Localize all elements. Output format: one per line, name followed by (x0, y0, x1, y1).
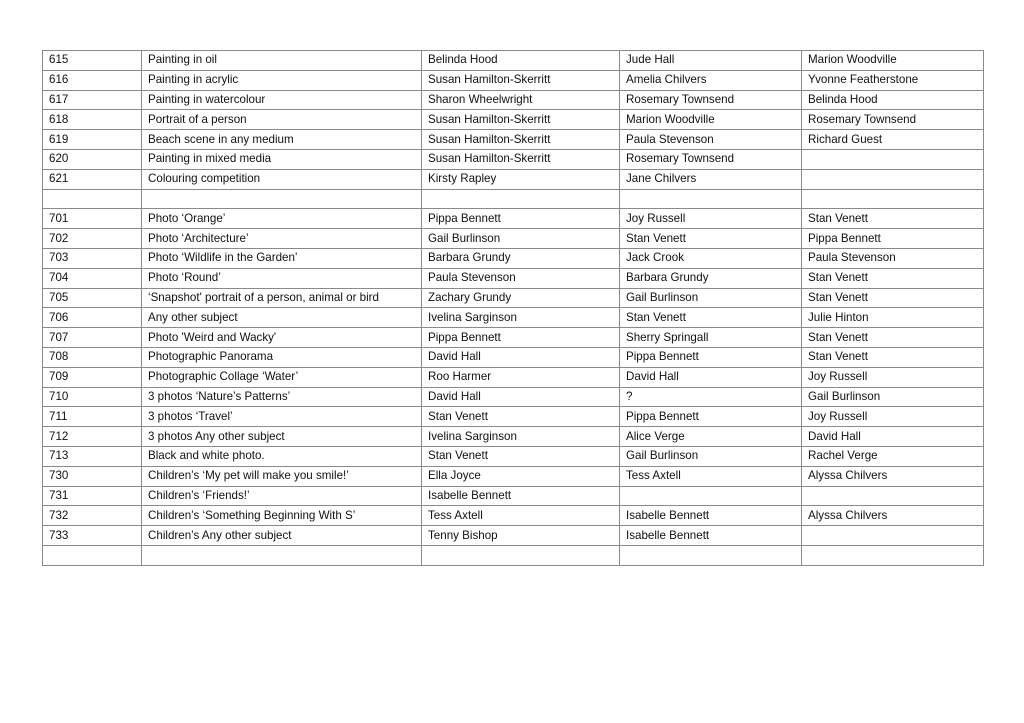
first-place-cell: Tess Axtell (422, 506, 620, 526)
class-title-cell: Colouring competition (142, 169, 422, 189)
class-title-cell: Any other subject (142, 308, 422, 328)
first-place-cell: Ivelina Sarginson (422, 427, 620, 447)
class-number-cell: 704 (43, 268, 142, 288)
class-number-cell: 618 (43, 110, 142, 130)
second-place-cell: Gail Burlinson (620, 446, 802, 466)
third-place-cell: Rosemary Townsend (802, 110, 984, 130)
results-table-body (43, 51, 984, 566)
class-number-cell: 732 (43, 506, 142, 526)
second-place-cell: Jane Chilvers (620, 169, 802, 189)
table-row (43, 545, 984, 565)
class-number-cell: 702 (43, 229, 142, 249)
table-row (43, 90, 984, 110)
class-title-cell: 3 photos ‘Travel’ (142, 407, 422, 427)
third-place-cell: Stan Venett (802, 347, 984, 367)
first-place-cell: Susan Hamilton-Skerritt (422, 70, 620, 90)
class-number-cell: 710 (43, 387, 142, 407)
third-place-cell: Stan Venett (802, 268, 984, 288)
class-title-cell (142, 545, 422, 565)
third-place-cell: Stan Venett (802, 328, 984, 348)
class-title-cell: Photographic Panorama (142, 347, 422, 367)
third-place-cell: Yvonne Featherstone (802, 70, 984, 90)
second-place-cell: Alice Verge (620, 427, 802, 447)
third-place-cell: Marion Woodville (802, 51, 984, 71)
table-row (43, 268, 984, 288)
class-number-cell: 703 (43, 248, 142, 268)
third-place-cell (802, 169, 984, 189)
first-place-cell: Barbara Grundy (422, 248, 620, 268)
class-number-cell: 708 (43, 347, 142, 367)
third-place-cell: Richard Guest (802, 130, 984, 150)
third-place-cell: Julie Hinton (802, 308, 984, 328)
first-place-cell (422, 189, 620, 209)
class-number-cell: 707 (43, 328, 142, 348)
class-title-cell: Children’s ‘Friends!’ (142, 486, 422, 506)
results-table (42, 50, 984, 566)
class-title-cell: Photo ‘Architecture’ (142, 229, 422, 249)
class-title-cell: 3 photos Any other subject (142, 427, 422, 447)
third-place-cell: Alyssa Chilvers (802, 466, 984, 486)
class-title-cell: Painting in watercolour (142, 90, 422, 110)
class-title-cell: Photo ‘Round’ (142, 268, 422, 288)
table-row (43, 308, 984, 328)
second-place-cell: Isabelle Bennett (620, 526, 802, 546)
first-place-cell: Paula Stevenson (422, 268, 620, 288)
class-number-cell: 731 (43, 486, 142, 506)
class-number-cell: 706 (43, 308, 142, 328)
third-place-cell: Belinda Hood (802, 90, 984, 110)
class-number-cell: 730 (43, 466, 142, 486)
second-place-cell: Gail Burlinson (620, 288, 802, 308)
class-title-cell: Photo ‘Orange’ (142, 209, 422, 229)
third-place-cell: Gail Burlinson (802, 387, 984, 407)
table-row (43, 446, 984, 466)
second-place-cell: Rosemary Townsend (620, 90, 802, 110)
table-row (43, 130, 984, 150)
first-place-cell: Tenny Bishop (422, 526, 620, 546)
second-place-cell (620, 486, 802, 506)
table-row (43, 149, 984, 169)
third-place-cell (802, 526, 984, 546)
third-place-cell: Rachel Verge (802, 446, 984, 466)
third-place-cell (802, 149, 984, 169)
first-place-cell: Stan Venett (422, 407, 620, 427)
table-row (43, 427, 984, 447)
third-place-cell (802, 486, 984, 506)
second-place-cell: Tess Axtell (620, 466, 802, 486)
table-row (43, 466, 984, 486)
second-place-cell: Paula Stevenson (620, 130, 802, 150)
table-row (43, 110, 984, 130)
first-place-cell: Belinda Hood (422, 51, 620, 71)
second-place-cell: Marion Woodville (620, 110, 802, 130)
second-place-cell (620, 189, 802, 209)
first-place-cell: Susan Hamilton-Skerritt (422, 130, 620, 150)
class-title-cell: Photographic Collage ‘Water’ (142, 367, 422, 387)
third-place-cell: Pippa Bennett (802, 229, 984, 249)
third-place-cell (802, 189, 984, 209)
first-place-cell: Ella Joyce (422, 466, 620, 486)
class-number-cell: 617 (43, 90, 142, 110)
class-title-cell: Beach scene in any medium (142, 130, 422, 150)
second-place-cell: Pippa Bennett (620, 347, 802, 367)
table-row (43, 328, 984, 348)
class-number-cell: 616 (43, 70, 142, 90)
table-row (43, 209, 984, 229)
table-row (43, 248, 984, 268)
class-title-cell: ‘Snapshot' portrait of a person, animal or bird (142, 288, 422, 308)
class-number-cell: 615 (43, 51, 142, 71)
class-number-cell (43, 545, 142, 565)
class-title-cell: 3 photos ‘Nature’s Patterns’ (142, 387, 422, 407)
first-place-cell: Pippa Bennett (422, 328, 620, 348)
class-number-cell: 621 (43, 169, 142, 189)
first-place-cell: Susan Hamilton-Skerritt (422, 149, 620, 169)
second-place-cell: Rosemary Townsend (620, 149, 802, 169)
table-row (43, 407, 984, 427)
second-place-cell: Jack Crook (620, 248, 802, 268)
second-place-cell: David Hall (620, 367, 802, 387)
first-place-cell: Sharon Wheelwright (422, 90, 620, 110)
second-place-cell: Sherry Springall (620, 328, 802, 348)
class-number-cell (43, 189, 142, 209)
first-place-cell: Ivelina Sarginson (422, 308, 620, 328)
third-place-cell: Joy Russell (802, 367, 984, 387)
class-title-cell: Painting in mixed media (142, 149, 422, 169)
table-row (43, 387, 984, 407)
class-title-cell (142, 189, 422, 209)
second-place-cell: Pippa Bennett (620, 407, 802, 427)
class-number-cell: 619 (43, 130, 142, 150)
second-place-cell: Joy Russell (620, 209, 802, 229)
class-title-cell: Children’s ‘My pet will make you smile!’ (142, 466, 422, 486)
second-place-cell: ? (620, 387, 802, 407)
table-row (43, 347, 984, 367)
first-place-cell: Kirsty Rapley (422, 169, 620, 189)
class-number-cell: 733 (43, 526, 142, 546)
class-number-cell: 701 (43, 209, 142, 229)
class-title-cell: Photo ‘Wildlife in the Garden’ (142, 248, 422, 268)
class-number-cell: 709 (43, 367, 142, 387)
first-place-cell: Isabelle Bennett (422, 486, 620, 506)
table-row (43, 288, 984, 308)
first-place-cell: David Hall (422, 347, 620, 367)
first-place-cell (422, 545, 620, 565)
class-title-cell: Children’s ‘Something Beginning With S’ (142, 506, 422, 526)
first-place-cell: Gail Burlinson (422, 229, 620, 249)
table-row (43, 526, 984, 546)
third-place-cell: Stan Venett (802, 209, 984, 229)
third-place-cell: Paula Stevenson (802, 248, 984, 268)
table-row (43, 367, 984, 387)
first-place-cell: Stan Venett (422, 446, 620, 466)
first-place-cell: Roo Harmer (422, 367, 620, 387)
third-place-cell: Alyssa Chilvers (802, 506, 984, 526)
third-place-cell: Joy Russell (802, 407, 984, 427)
class-title-cell: Portrait of a person (142, 110, 422, 130)
class-number-cell: 705 (43, 288, 142, 308)
second-place-cell: Barbara Grundy (620, 268, 802, 288)
table-row (43, 169, 984, 189)
first-place-cell: Zachary Grundy (422, 288, 620, 308)
table-row (43, 486, 984, 506)
table-row (43, 51, 984, 71)
second-place-cell: Jude Hall (620, 51, 802, 71)
third-place-cell: David Hall (802, 427, 984, 447)
class-number-cell: 713 (43, 446, 142, 466)
class-title-cell: Painting in acrylic (142, 70, 422, 90)
table-row (43, 70, 984, 90)
class-number-cell: 620 (43, 149, 142, 169)
second-place-cell: Stan Venett (620, 308, 802, 328)
table-row (43, 229, 984, 249)
class-title-cell: Painting in oil (142, 51, 422, 71)
second-place-cell: Amelia Chilvers (620, 70, 802, 90)
third-place-cell: Stan Venett (802, 288, 984, 308)
first-place-cell: David Hall (422, 387, 620, 407)
class-number-cell: 711 (43, 407, 142, 427)
third-place-cell (802, 545, 984, 565)
second-place-cell: Isabelle Bennett (620, 506, 802, 526)
second-place-cell: Stan Venett (620, 229, 802, 249)
second-place-cell (620, 545, 802, 565)
table-row (43, 189, 984, 209)
first-place-cell: Susan Hamilton-Skerritt (422, 110, 620, 130)
class-number-cell: 712 (43, 427, 142, 447)
table-row (43, 506, 984, 526)
class-title-cell: Children’s Any other subject (142, 526, 422, 546)
class-title-cell: Black and white photo. (142, 446, 422, 466)
first-place-cell: Pippa Bennett (422, 209, 620, 229)
class-title-cell: Photo 'Weird and Wacky' (142, 328, 422, 348)
